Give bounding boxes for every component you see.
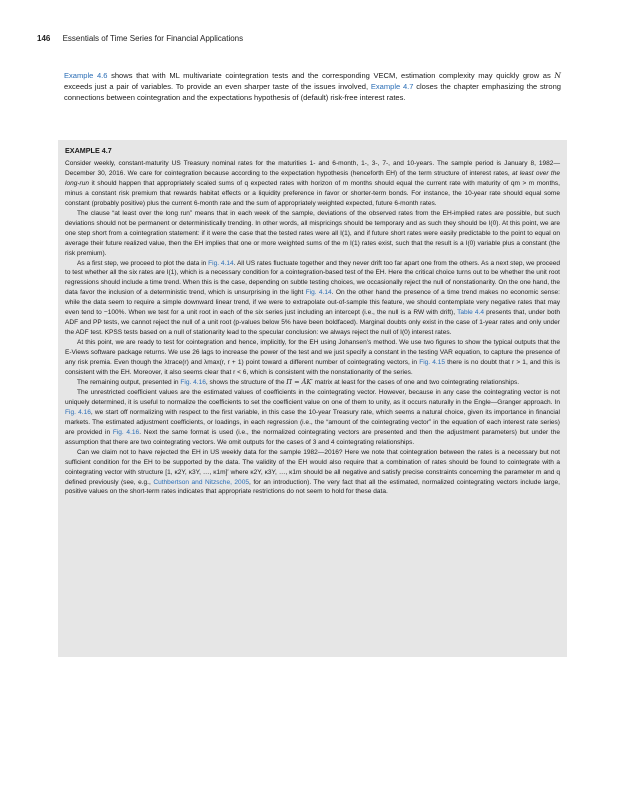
link-fig-4-14-b[interactable]: Fig. 4.14 [305, 289, 332, 297]
example-paragraph-4 [65, 338, 560, 378]
p7-text-a: Can we claim not to have rejected the EH in US weekly data for the sample 1982—2016? Here we note that cointegration between the rates is a necessary but not sufficient condition for the EH to be supported by the data. The validity of the EH would also require that a combination of rates should be found to cointegrate with a cointegrating vector with structure [1, κ2Y, κ3Y, …, κ1m]′ where κ2Y, κ3Y, …, κ1m should be all negative and satisfy precise constraints concerning the parameter m and q defined previously (see, e.g., [65, 448, 560, 486]
example-paragraph-3 [65, 259, 560, 339]
p1-italic: at least over the long-run [65, 169, 560, 187]
example-title: EXAMPLE 4.7 [65, 146, 112, 155]
link-fig-4-16-c[interactable]: Fig. 4.16 [112, 428, 140, 436]
link-fig-4-15[interactable]: Fig. 4.15 [419, 359, 445, 367]
example-box [58, 140, 567, 657]
p6-text-b: , we start off normalizing with respect to the first variable, in this case the 10-year Treasury rate, which seems a natural choice, given its importance in financial markets. The estimated adjustment coefficients, or loadings, in each regression (i.e., the “amount of the cointegrating vector” in the equation of each interest rate series) are provided in [65, 408, 560, 436]
link-table-4-4[interactable]: Table 4.4 [457, 309, 484, 317]
link-example-4-6[interactable]: Example 4.6 [64, 71, 108, 80]
running-header [37, 34, 597, 44]
link-fig-4-16-a[interactable]: Fig. 4.16 [180, 378, 206, 386]
p5-text-a: The remaining output, presented in [77, 378, 181, 386]
pi-matrix-formula: Π = ÂK′ [286, 377, 313, 386]
p5-text-c: matrix at least for the cases of one and two cointegrating relationships. [312, 378, 520, 386]
intro-text-2: exceeds just a pair of variables. To provide an even sharper taste of the issues involved, [64, 82, 371, 92]
p5-text-b: , shows the structure of the [205, 378, 287, 386]
intro-text-3: closes the chapter emphasizing the strong connections between cointegration and the expectations hypothesis of (default) risk-free interest rates. [64, 82, 561, 103]
p7-text-b: , for an introduction). The very fact that all the estimated, normalized cointegrating vectors include large, positive values on the short-term rates indicates that appropriate restrictions do not seem to hold for these data. [65, 478, 560, 496]
link-cuthbertson-nitzsche[interactable]: Cuthbertson and Nitzsche, 2005 [153, 478, 249, 486]
p1-text-a: Consider weekly, constant-maturity US Treasury nominal rates for the maturities 1- and 6-month, 1-, 3-, 7-, and 10-years. The sample period is January 8, 1982—December 30, 2016. We care for cointegration because according to the expectation hypothesis (henceforth EH) of the term structure of interest rates, [65, 160, 560, 177]
p3-text-b: . All US rates fluctuate together and they never drift too far apart one from the others. As a next step, we proceed to test whether all the six rates are I(1), which is a necessary condition for a cointegration-based test of the EH. Here the critical choice turns out to be whether the unit root regressions should include a time trend. When this is the case, depending on subtle testing choices, we occasionally reject the null of nonstationarity. On the one hand, the data favor the inclusion of a deterministic trend, which is unsurprising in the light [65, 259, 561, 297]
example-paragraph-6 [65, 388, 560, 448]
example-paragraph-1 [65, 159, 560, 209]
p3-text-d: presents that, under both ADF and PP tests, we cannot reject the null of a unit root (p-values below 5% have been boldfaced). Marginal doubts only exist in the case of 1-year rates and only under the ADF test. KPSS tests based on a null of stationarity lead to the specular conclusion: we always reject the null of I(0) interest rates. [65, 309, 560, 337]
intro-text-1: shows that with ML multivariate cointegration tests and the corresponding VECM, estimation complexity may quickly grow as [107, 71, 555, 80]
example-paragraph-5 [65, 378, 560, 388]
link-fig-4-16-b[interactable]: Fig. 4.16 [65, 408, 91, 416]
page-number: 146 [37, 34, 51, 43]
p6-text-a: The unrestricted coefficient values are the estimated values of coefficients in the cointegrating vector. However, because in any case the cointegrating vector is not uniquely determined, it is useful to normalize the coefficients to set the coefficient value on one of them to unity, as it occurs naturally in the Engle—Granger approach. In [65, 388, 560, 406]
link-fig-4-14-a[interactable]: Fig. 4.14 [208, 259, 234, 267]
intro-paragraph [64, 70, 561, 103]
symbol-n: N [554, 71, 561, 80]
p4-text-a: At this point, we are ready to test for cointegration and hence, implicitly, for the EH using Johansen’s method. We use two figures to show the typical outputs that the E-Views software package returns. We use 26 lags to increase the power of the test and we just specify a constant in the testing VAR equation, to capture the presence of any risk premia. Even though the λtrace(r) and λmax(r, r + 1) point toward a different number of cointegrating vectors, in [65, 339, 560, 367]
running-title: Essentials of Time Series for Financial Applications [62, 34, 244, 43]
link-example-4-7[interactable]: Example 4.7 [370, 82, 414, 92]
example-paragraph-7 [65, 448, 560, 498]
p1-text-c: it should happen that appropriately scaled sums of q expected rates with horizon of m months should equal the current rate with maturity of qm > m months, minus a constant risk premium that rewards habitat effects or a liquidity preference in favor or shorter-term bonds. For instance, the 10-year rate should equal some constant (probably positive) plus the current 6-month rate and the sum of appropriately weighted expected, future 6-month rates. [65, 179, 560, 207]
p4-text-b: there is no doubt that r > 1, and this is consistent with the EH. Moreover, it also seems clear that r < 6, which is consistent with the nonstationarity of the series. [65, 359, 561, 377]
p6-text-c: . Next the same format is used (i.e., the normalized cointegrating vectors are presented and then the adjustment parameters) but under the assumption that there are two cointegrating vectors. We omit outputs for the cases of 3 and 4 cointegrating relationships. [65, 428, 560, 446]
example-paragraph-2: The clause “at least over the long run” means that in each week of the sample, deviations of the observed rates from the EH-implied rates are possible, but such deviations should not be permanent or deterministically trending. In other words, all mispricings should be temporary and as such they should be I(0). At this point, we are one step short from a cointegration statement: if it were the case that the tested rates were all I(1), and if future short rates were easily predictable to the point to equal on average their future realized value, then the EH implies that one or more weighted sums of the m I(1) rates exist, such that the result is a I(0) variable plus a constant (the risk premium). [65, 209, 560, 257]
p3-text-a: As a first step, we proceed to plot the data in [77, 259, 209, 267]
p3-text-c: . On the other hand the presence of a time trend makes no economic sense: while the data seem to require a simple downward linear trend, if we were to extrapolate out-of-sample this feature, we should contemplate very negative rates that may even tend to −100%. When we test for a unit root in each of the six series just including an intercept (i.e., the null is a RW with drift), [65, 289, 560, 317]
